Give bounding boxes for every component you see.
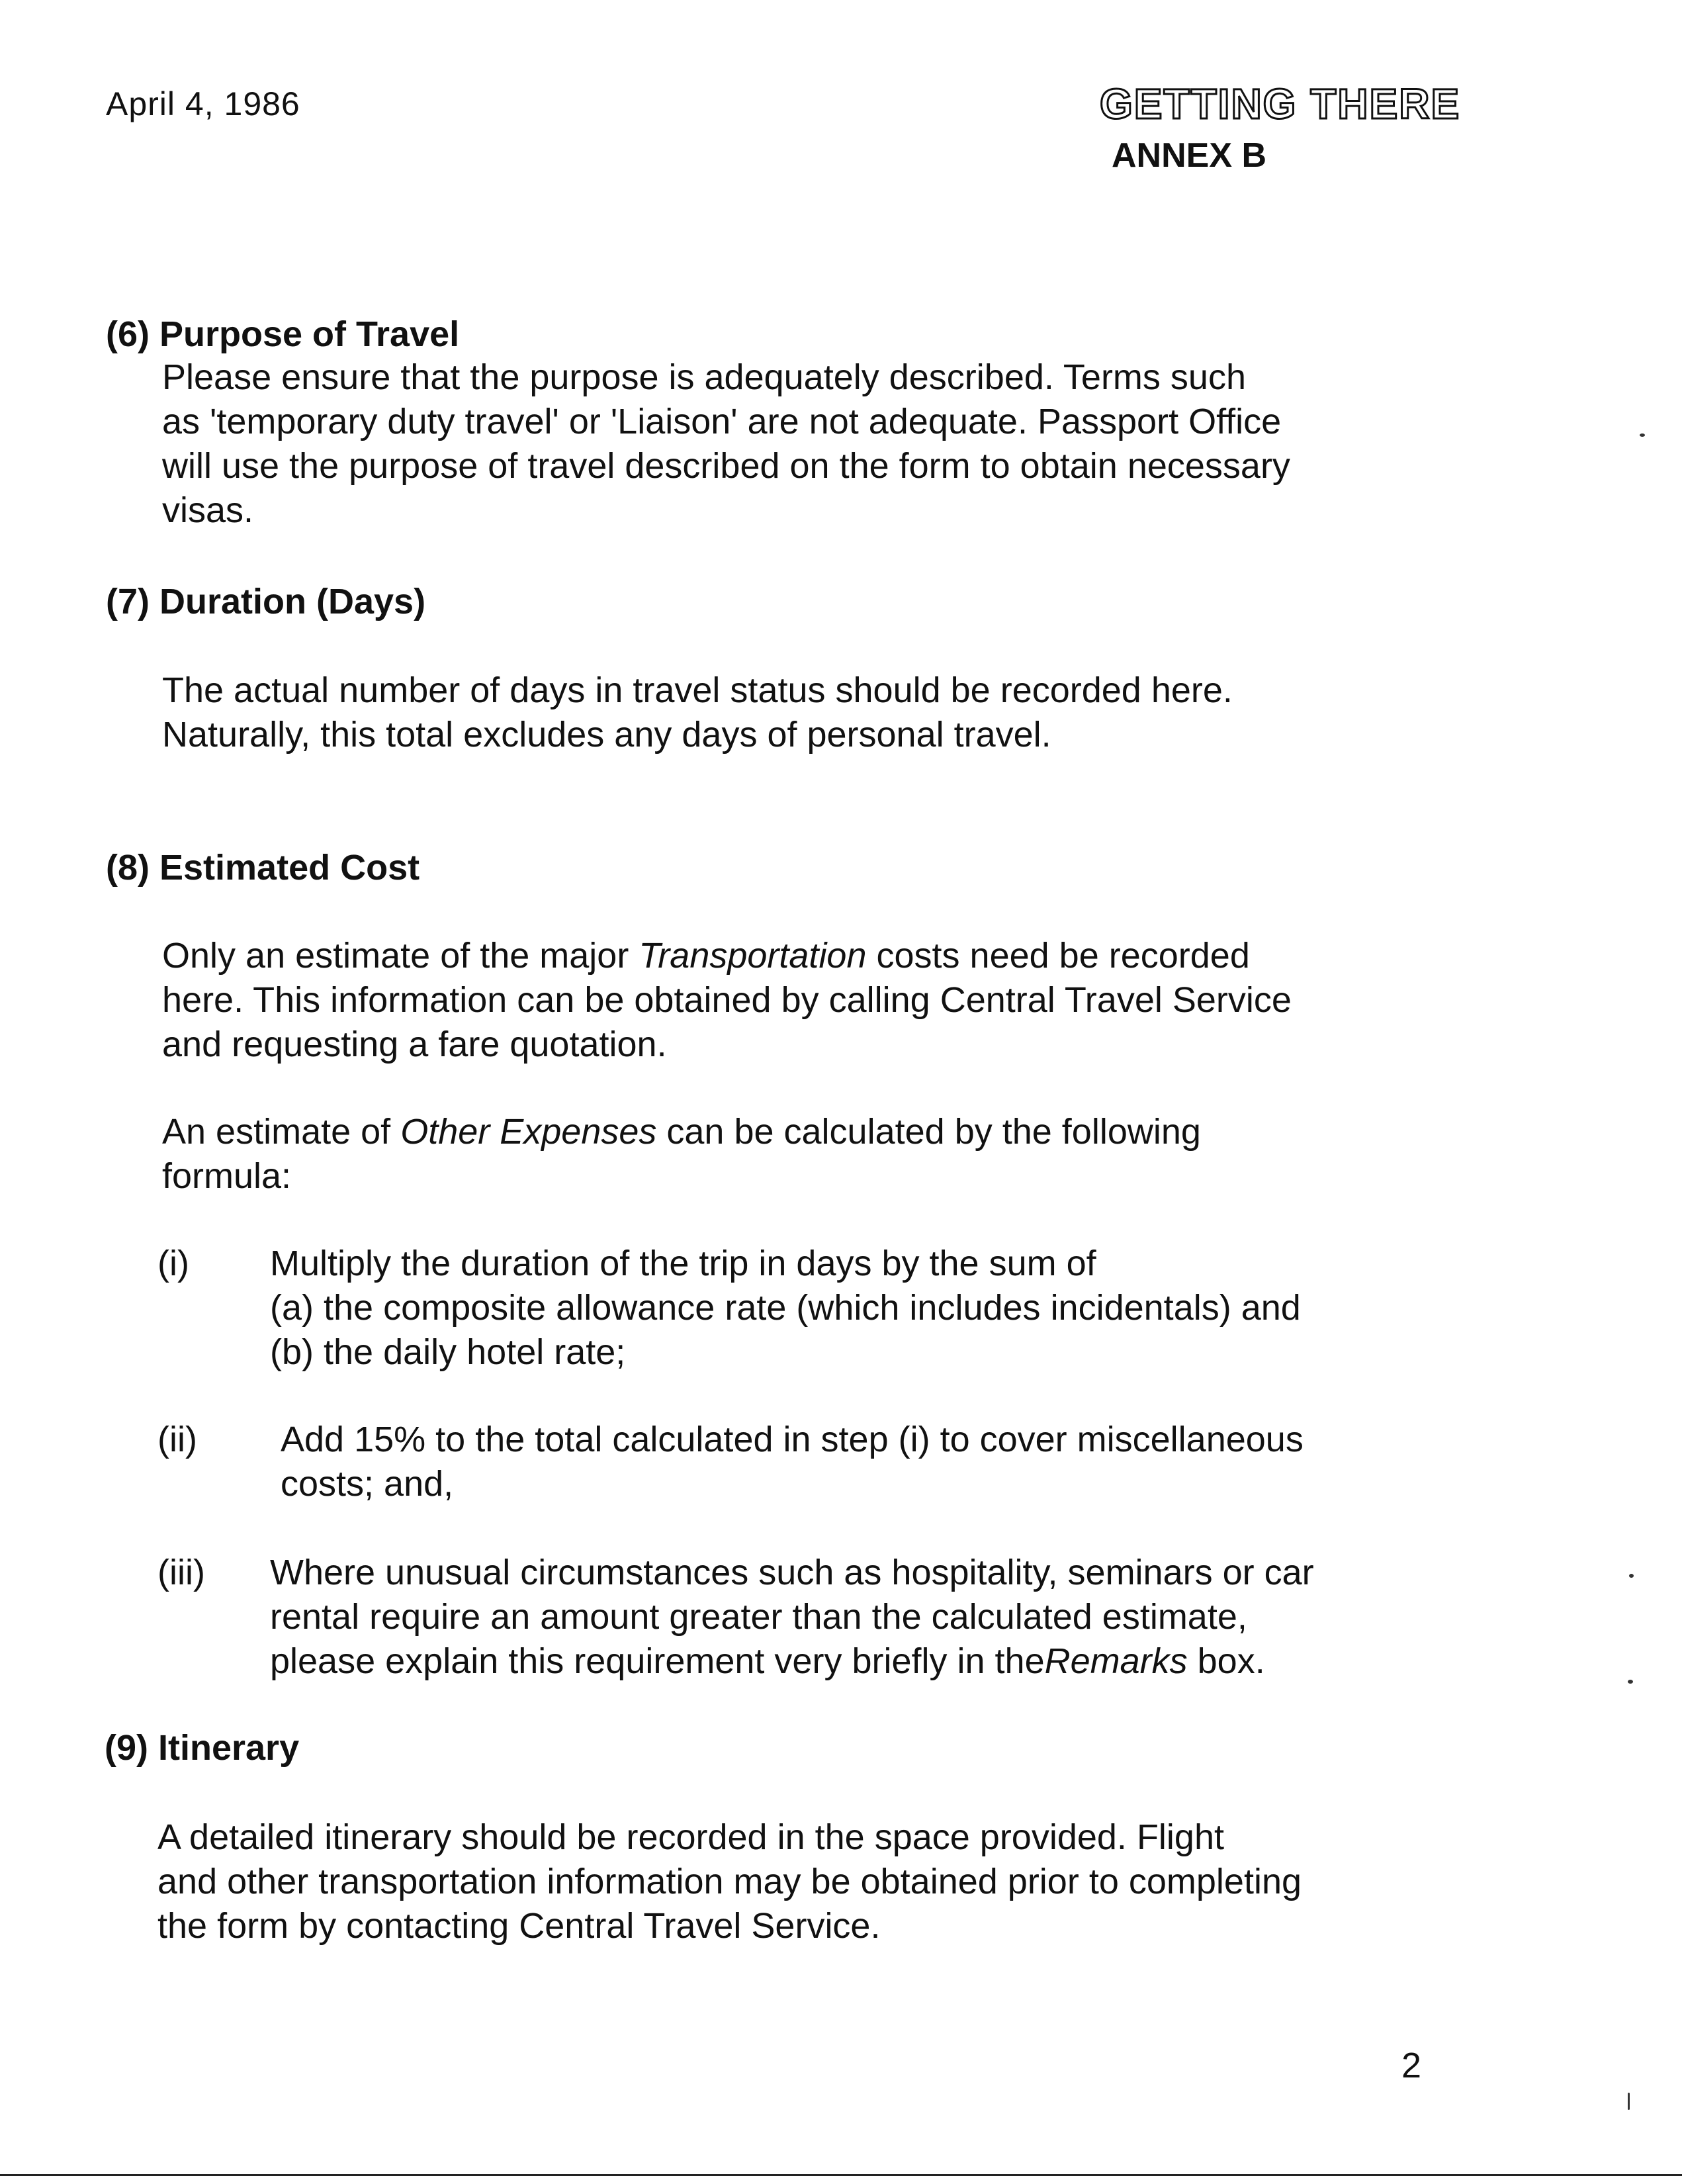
annex-label: ANNEX B — [1112, 136, 1267, 175]
scan-speck — [1629, 1574, 1634, 1578]
scan-speck — [1640, 433, 1645, 437]
text-line: (a) the composite allowance rate (which includes incidentals) and — [270, 1288, 1301, 1328]
text-line: (b) the daily hotel rate; — [270, 1332, 626, 1372]
section-body-itinerary — [157, 1815, 1302, 1948]
scan-speck — [1628, 1680, 1633, 1684]
section-heading-duration: (7) Duration (Days) — [106, 582, 426, 621]
section-heading-itinerary: (9) Itinerary — [105, 1728, 300, 1768]
emphasis-other-expenses: Other Expenses — [400, 1112, 657, 1152]
document-date: April 4, 1986 — [106, 85, 300, 122]
section-heading-cost: (8) Estimated Cost — [106, 848, 420, 887]
text-line: The actual number of days in travel status should be recorded here. — [162, 670, 1233, 710]
text-line: and requesting a fare quotation. — [162, 1024, 667, 1064]
cost-paragraph-transportation — [162, 934, 1292, 1067]
text-line: Naturally, this total excludes any days of personal travel. — [162, 715, 1051, 754]
text-run: can be calculated by the following — [656, 1112, 1201, 1152]
scan-speck — [1628, 2093, 1630, 2110]
emphasis-remarks: Remarks — [1044, 1641, 1188, 1681]
text-line: formula: — [162, 1156, 292, 1196]
text-line: Multiply the duration of the trip in days by the sum of — [270, 1244, 1096, 1283]
text-line: costs; and, — [281, 1464, 454, 1504]
document-title: GETTING THERE — [1100, 80, 1461, 128]
text-line: Add 15% to the total calculated in step (i) to cover miscellaneous — [281, 1420, 1304, 1459]
text-line — [162, 1110, 1201, 1154]
text-line: Please ensure that the purpose is adequately described. Terms such — [162, 357, 1246, 397]
section-body-duration — [162, 668, 1233, 757]
text-line — [270, 1639, 1314, 1684]
step-marker-iii: (iii) — [157, 1553, 205, 1592]
text-line: here. This information can be obtained by calling Central Travel Service — [162, 980, 1292, 1020]
step-marker-ii: (ii) — [157, 1420, 197, 1459]
text-line: the form by contacting Central Travel Service. — [157, 1906, 881, 1946]
text-run: An estimate of — [162, 1112, 401, 1152]
text-run: costs need be recorded — [866, 936, 1250, 976]
step-body-iii — [270, 1551, 1314, 1684]
emphasis-transportation: Transportation — [639, 936, 867, 976]
section-heading-purpose: (6) Purpose of Travel — [106, 314, 460, 354]
section-body-purpose — [162, 355, 1290, 533]
text-line: and other transportation information may be obtained prior to completing — [157, 1862, 1302, 1901]
page-number: 2 — [1401, 2046, 1422, 2085]
text-line: as 'temporary duty travel' or 'Liaison' are not adequate. Passport Office — [162, 402, 1282, 441]
text-run: box. — [1187, 1641, 1265, 1681]
scan-edge-line — [0, 2174, 1682, 2176]
text-line: rental require an amount greater than the calculated estimate, — [270, 1597, 1247, 1637]
step-marker-i: (i) — [157, 1244, 189, 1283]
text-line: A detailed itinerary should be recorded in the space provided. Flight — [157, 1817, 1224, 1857]
text-line — [162, 934, 1292, 978]
text-run: please explain this requirement very briefly in the — [270, 1641, 1045, 1681]
text-line: visas. — [162, 490, 254, 530]
step-body-ii — [281, 1418, 1304, 1506]
text-line: Where unusual circumstances such as hospitality, seminars or car — [270, 1553, 1314, 1592]
text-run: Only an estimate of the major — [162, 936, 639, 976]
text-line: will use the purpose of travel described on the form to obtain necessary — [162, 446, 1290, 486]
cost-paragraph-other-expenses — [162, 1110, 1201, 1199]
step-body-i — [270, 1242, 1301, 1375]
